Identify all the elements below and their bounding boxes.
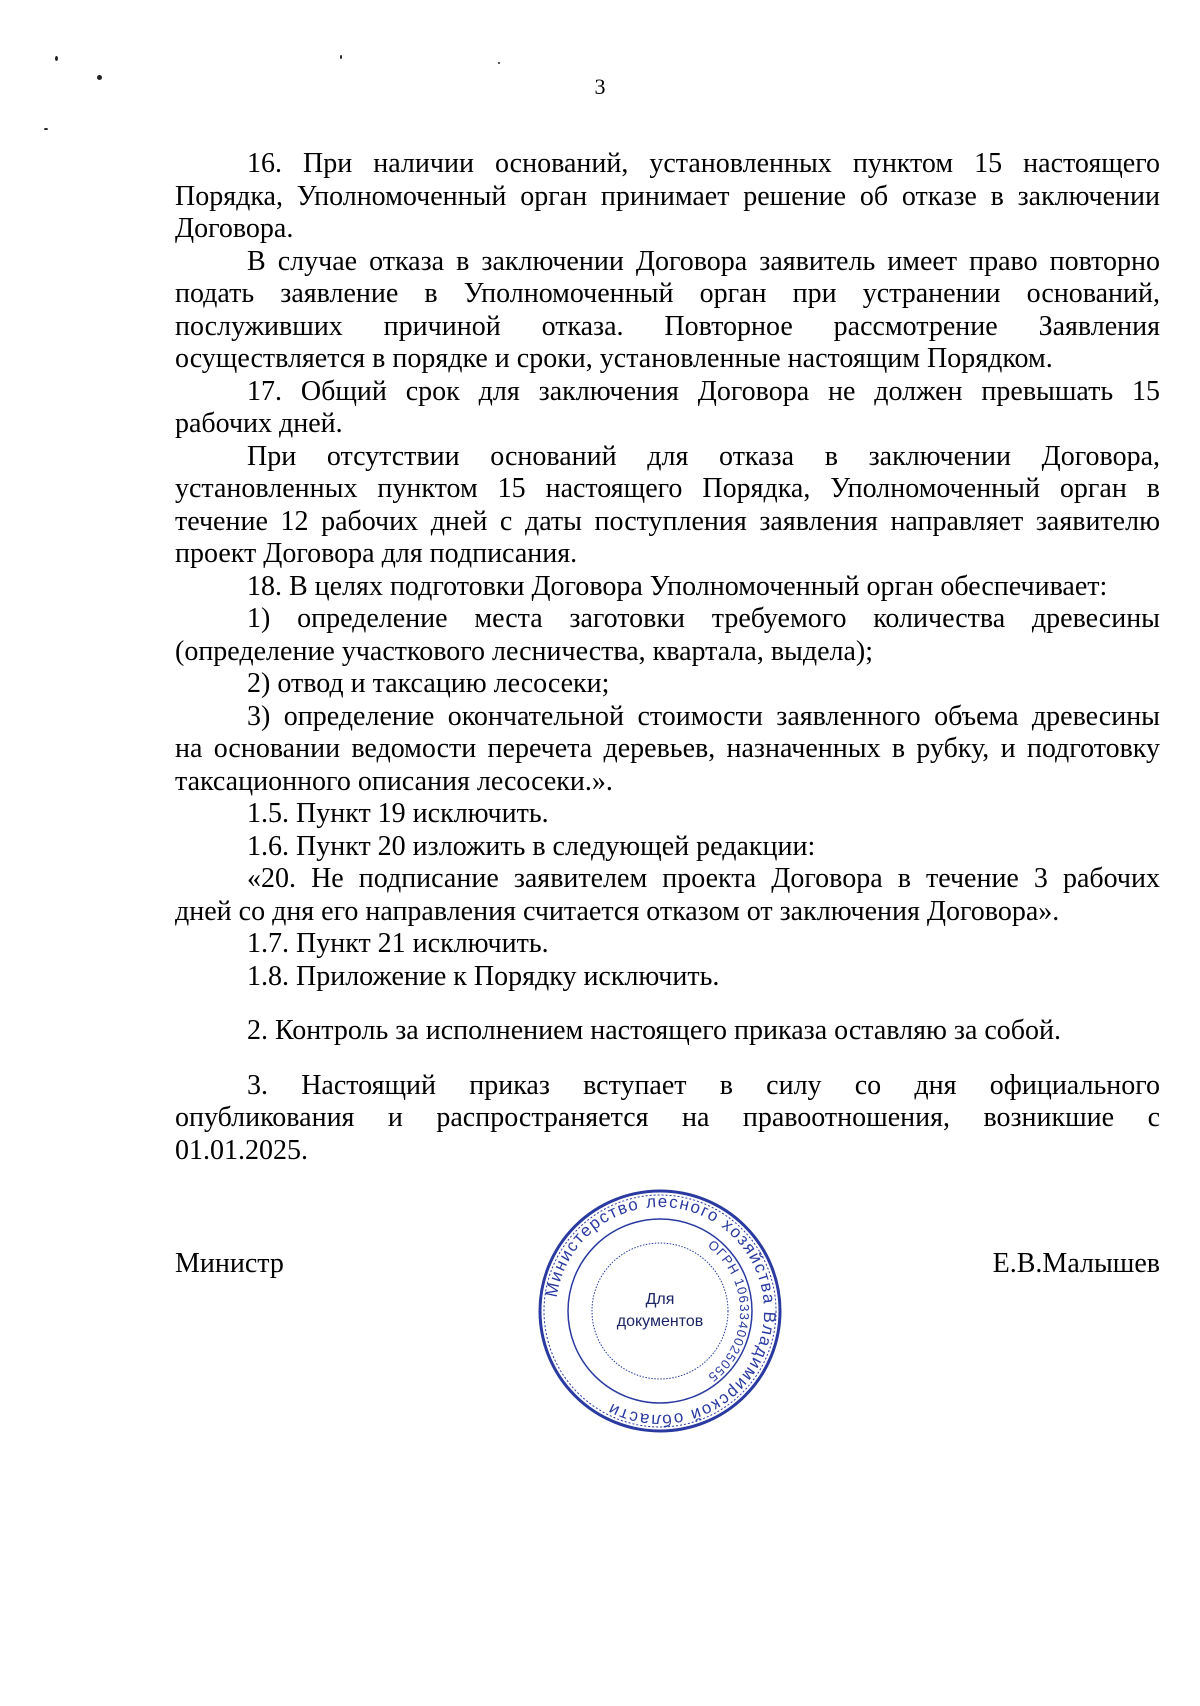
paragraph-18-item-2 <box>175 668 1160 701</box>
text-line: таксационного описания лесосеки.». <box>175 765 613 797</box>
paragraph-1-7 <box>175 928 1160 961</box>
text-line: 01.01.2025. <box>175 1134 308 1166</box>
text-line: 1.7. Пункт 21 исключить. <box>247 928 549 959</box>
scan-speck <box>340 55 342 59</box>
document-body <box>175 148 1160 1167</box>
text-line: на основании ведомости перечета деревьев, назначенных в рубку, и подготовку <box>175 733 1160 764</box>
paragraph-2 <box>175 1015 1160 1048</box>
text-line: 1.6. Пункт 20 изложить в следующей редакции: <box>247 830 816 862</box>
text-line: 3. Настоящий приказ вступает в силу со дня официального <box>247 1069 1160 1101</box>
paragraph-1-8 <box>175 961 1160 994</box>
text-line: 18. В целях подготовки Договора Уполномоченный орган обеспечивает: <box>247 570 1108 602</box>
text-line: течение 12 рабочих дней с даты поступления заявления направляет заявителю <box>175 505 1160 537</box>
text-line: рабочих дней. <box>175 408 343 439</box>
text-line: 1.5. Пункт 19 исключить. <box>247 798 549 829</box>
paragraph-3 <box>175 1070 1160 1168</box>
text-line: Порядка, Уполномоченный орган принимает решение об отказе в заключении <box>175 180 1160 212</box>
paragraph-no-grounds <box>175 441 1160 571</box>
text-line: Договора. <box>175 213 294 244</box>
text-line: 16. При наличии оснований, установленных пунктом 15 настоящего <box>247 148 1160 179</box>
text-line: В случае отказа в заключении Договора заявитель имеет право повторно <box>247 245 1160 277</box>
text-line: 2) отвод и таксацию лесосеки; <box>247 668 610 699</box>
stamp-outer-text: Министерство лесного хозяйства Владимирской области <box>541 1191 780 1431</box>
stamp-ogrn-text: ОГРН 1063340025055 <box>704 1236 753 1386</box>
text-line: 1.8. Приложение к Порядку исключить. <box>247 960 720 992</box>
paragraph-17 <box>175 376 1160 441</box>
paragraph-1-6 <box>175 831 1160 864</box>
paragraph-16 <box>175 148 1160 246</box>
text-line: 17. Общий срок для заключения Договора не должен превышать 15 <box>247 375 1160 407</box>
paragraph-20-new <box>175 863 1160 928</box>
text-line: 2. Контроль за исполнением настоящего приказа оставляю за собой. <box>247 1015 1062 1046</box>
text-line: послуживших причиной отказа. Повторное рассмотрение Заявления <box>175 310 1160 342</box>
text-line: При отсутствии оснований для отказа в заключении Договора, <box>247 440 1160 472</box>
text-line: установленных пунктом 15 настоящего Порядка, Уполномоченный орган в <box>175 473 1160 504</box>
text-line: (определение участкового лесничества, квартала, выдела); <box>175 635 874 667</box>
minister-name: Е.В.Малышев <box>992 1248 1160 1279</box>
paragraph-18-item-3 <box>175 701 1160 799</box>
stamp-center-line-2: документов <box>616 1313 704 1330</box>
scan-speck <box>498 62 500 64</box>
text-line: проект Договора для подписания. <box>175 538 578 569</box>
text-line: дней со дня его направления считается отказом от заключения Договора». <box>175 895 1060 927</box>
text-line: «20. Не подписание заявителем проекта Договора в течение 3 рабочих <box>247 863 1160 894</box>
stamp-center-line-1: Для <box>645 1291 675 1308</box>
scan-speck <box>55 56 58 61</box>
text-line: подать заявление в Уполномоченный орган при устранении оснований, <box>175 278 1160 309</box>
minister-title: Министр <box>175 1248 284 1279</box>
text-line: 3) определение окончательной стоимости заявленного объема древесины <box>247 700 1160 732</box>
page-number: 3 <box>594 74 606 99</box>
paragraph-refusal <box>175 246 1160 376</box>
paragraph-18-item-1 <box>175 603 1160 668</box>
text-line: 1) определение места заготовки требуемого количества древесины <box>247 603 1160 634</box>
text-line: осуществляется в порядке и сроки, установленные настоящим Порядком. <box>175 343 1053 374</box>
scan-speck <box>44 128 48 130</box>
text-line: опубликования и распространяется на правоотношения, возникшие с <box>175 1102 1160 1133</box>
paragraph-18 <box>175 571 1160 604</box>
official-stamp <box>535 1186 785 1436</box>
paragraph-1-5 <box>175 798 1160 831</box>
